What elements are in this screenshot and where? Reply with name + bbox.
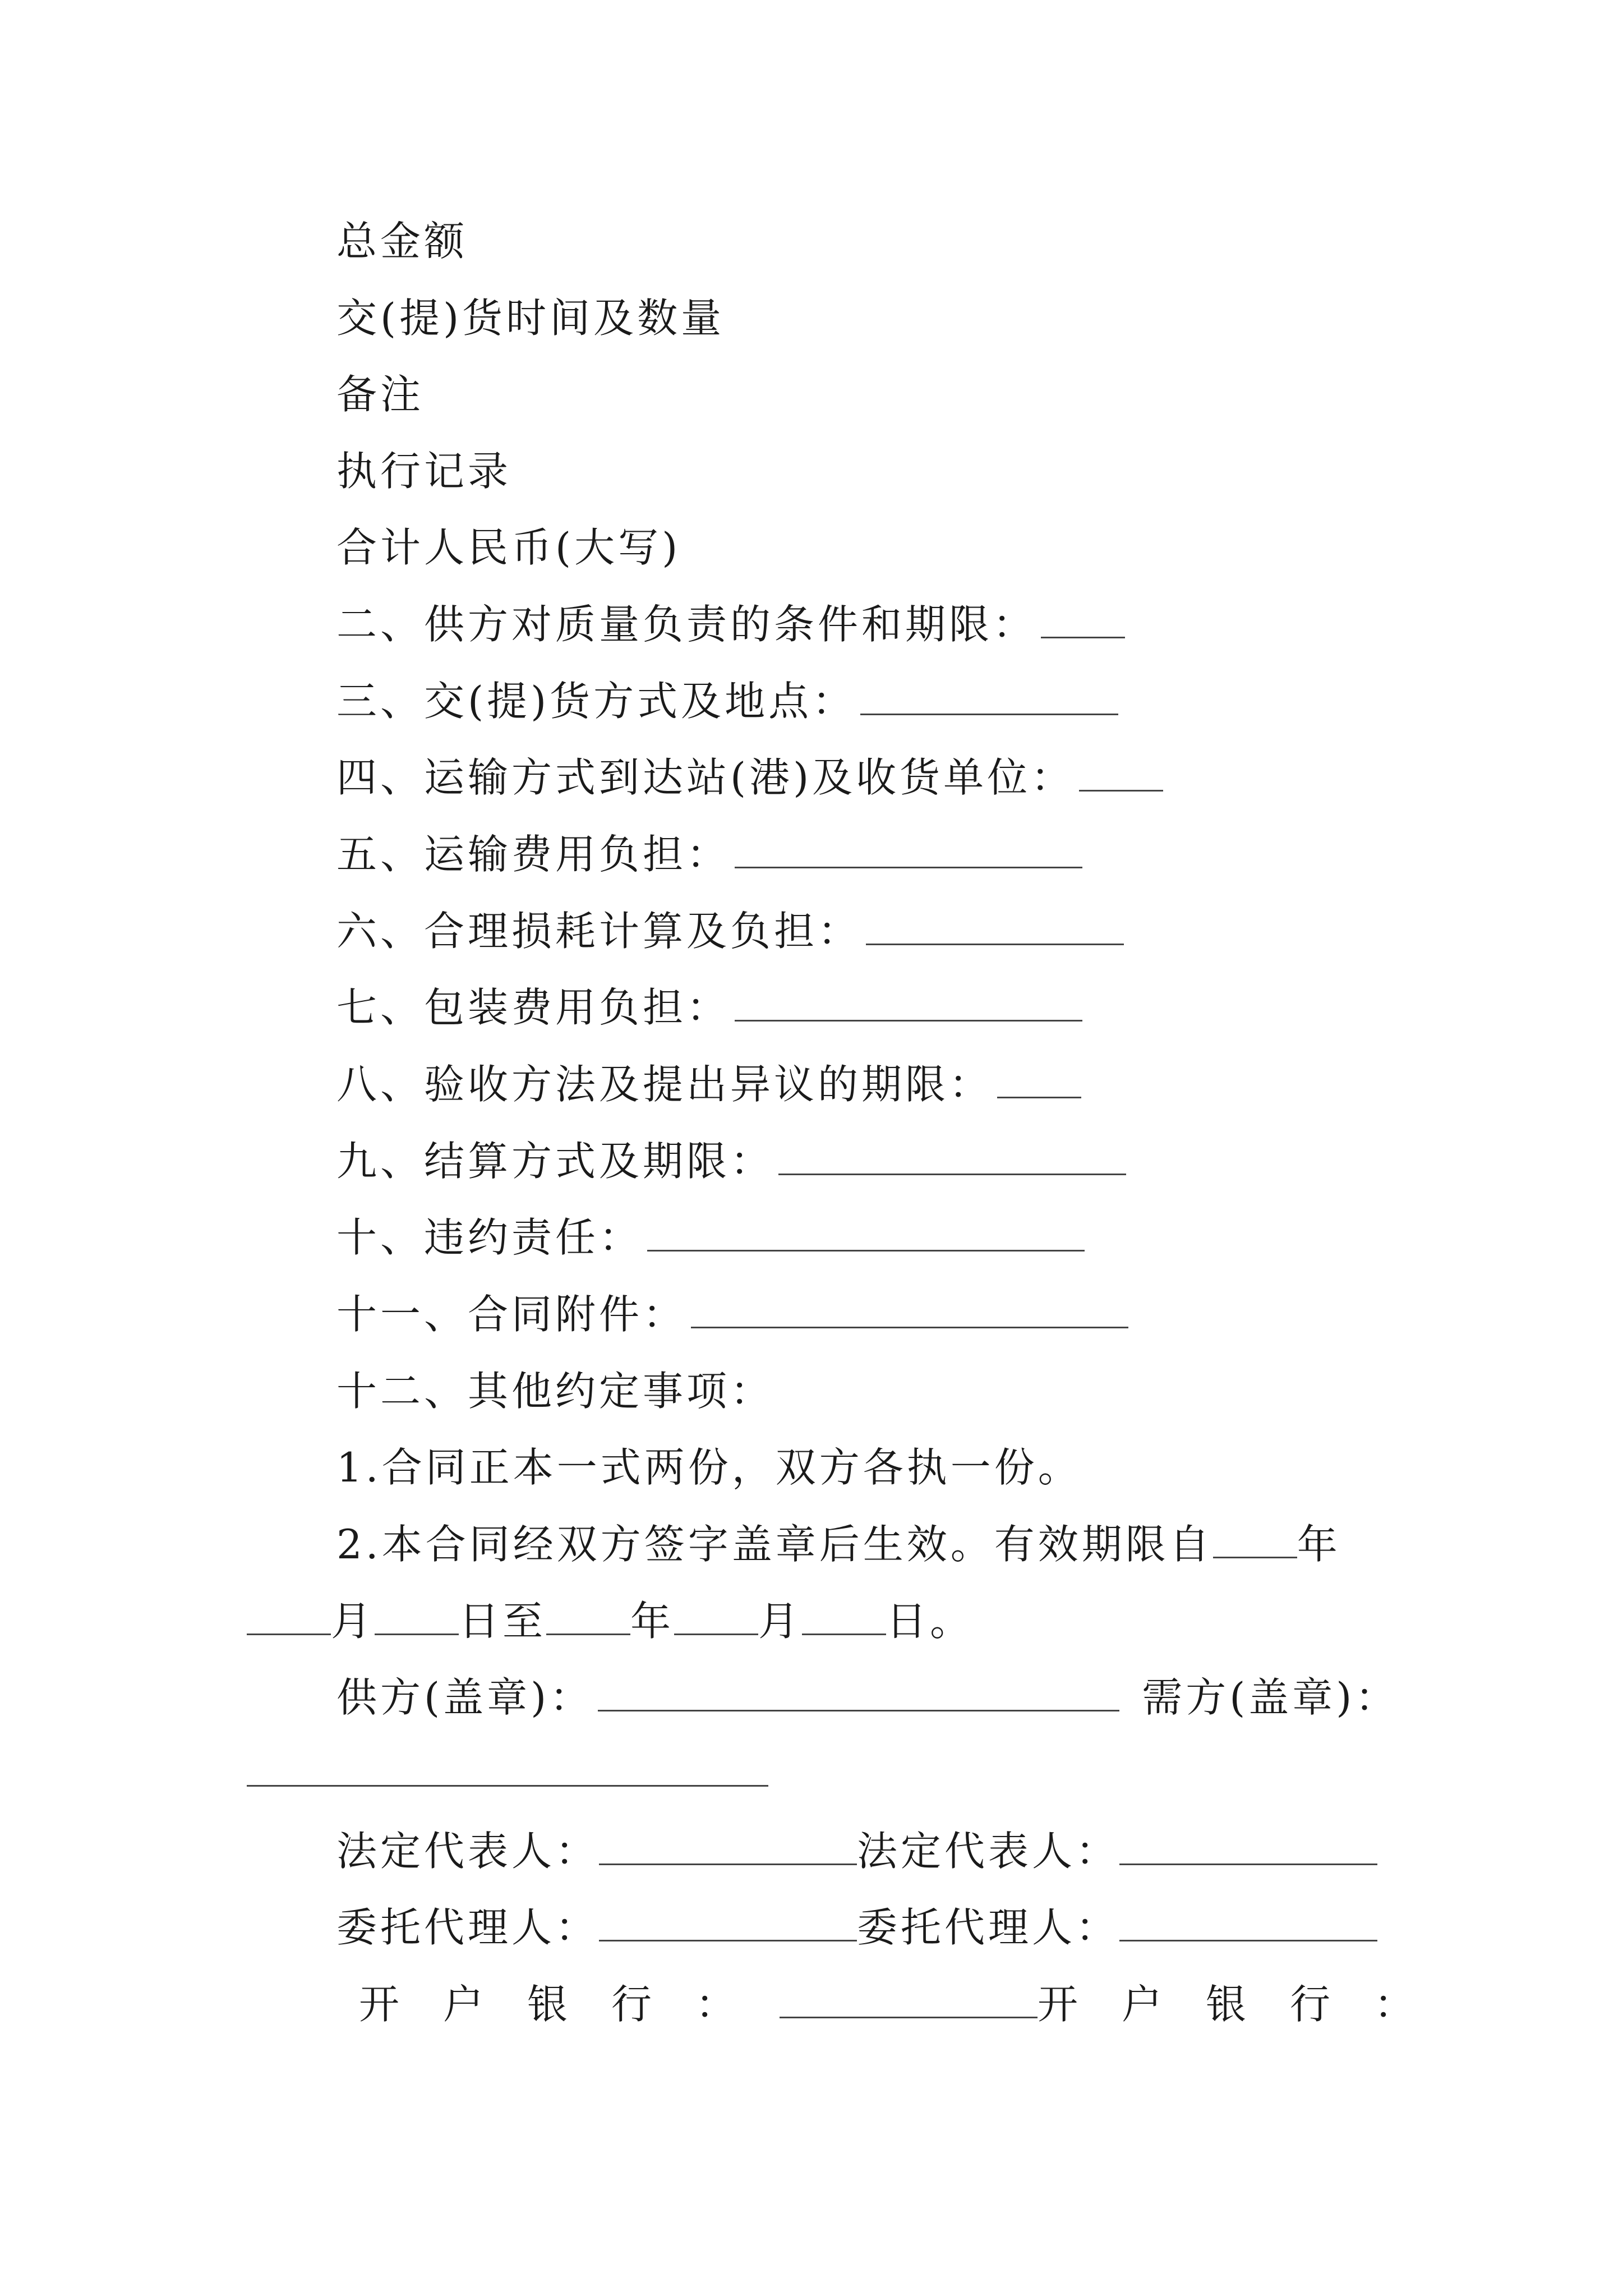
year-blank[interactable]: [546, 1602, 630, 1635]
fill-blank[interactable]: [778, 1142, 1126, 1175]
line-text: 1.合同正本一式两份，双方各执一份。: [336, 1444, 1082, 1491]
clause-label: 三、交(提)货方式及地点：: [336, 678, 856, 725]
line-text: 执行记录: [336, 448, 512, 495]
clause-9: [336, 1133, 1126, 1189]
month-blank[interactable]: [247, 1602, 331, 1635]
clause-12-item-1: [336, 1439, 1082, 1496]
day-label: 日至: [459, 1598, 547, 1645]
agent-blank[interactable]: [599, 1908, 857, 1941]
clause-label: 十一、合同附件：: [336, 1291, 687, 1338]
text-delivery-time-quantity: [336, 290, 725, 346]
clause-label: 十二、其他约定事项：: [336, 1368, 774, 1415]
agent-line: [336, 1899, 1377, 1955]
supplier-seal-label: 供方(盖章)：: [336, 1674, 594, 1721]
agent-label: 委托代理人：: [857, 1904, 1120, 1951]
fill-blank[interactable]: [997, 1065, 1081, 1098]
month-label: 月: [331, 1598, 375, 1645]
validity-dates: [247, 1593, 974, 1649]
legal-rep-blank[interactable]: [1119, 1832, 1377, 1865]
text-total-rmb: [336, 519, 681, 576]
clause-12: [336, 1363, 774, 1419]
clause-3: [336, 673, 1118, 729]
agent-label: 委托代理人：: [336, 1904, 600, 1951]
clause-label: 十、违约责任：: [336, 1214, 643, 1261]
line-text: 2.本合同经双方签字盖章后生效。有效期限自: [336, 1521, 1213, 1568]
year-blank[interactable]: [1213, 1525, 1297, 1558]
text-total-amount: [336, 213, 468, 269]
day-blank[interactable]: [802, 1602, 886, 1635]
clause-label: 四、运输方式到达站(港)及收货单位：: [336, 754, 1075, 801]
clause-label: 六、合理损耗计算及负担：: [336, 908, 862, 955]
supplier-seal-blank[interactable]: [598, 1678, 1119, 1711]
clause-11: [336, 1286, 1128, 1342]
clause-label: 九、结算方式及期限：: [336, 1138, 774, 1185]
fill-blank[interactable]: [735, 988, 1082, 1022]
legal-rep-line: [336, 1823, 1377, 1879]
fill-blank[interactable]: [691, 1295, 1128, 1328]
fill-blank[interactable]: [647, 1218, 1085, 1251]
clause-12-item-2: [336, 1516, 1341, 1572]
year-label: 年: [630, 1598, 675, 1645]
text-execution-record: [336, 443, 511, 499]
month-label: 月: [758, 1598, 803, 1645]
year-label: 年: [1297, 1521, 1341, 1568]
fill-blank[interactable]: [1079, 758, 1163, 792]
legal-rep-label: 法定代表人：: [336, 1828, 600, 1875]
bank-line: [359, 1976, 1458, 2032]
bank-blank[interactable]: [780, 1985, 1038, 2018]
clause-8: [336, 1056, 1081, 1112]
legal-rep-label: 法定代表人：: [857, 1828, 1120, 1875]
buyer-seal-label: 需方(盖章)：: [1142, 1674, 1399, 1721]
clause-10: [336, 1209, 1085, 1266]
line-text: 备注: [336, 371, 425, 418]
clause-7: [336, 979, 1082, 1036]
clause-label: 五、运输费用负担：: [336, 831, 731, 878]
buyer-seal-blank[interactable]: [247, 1785, 768, 1787]
fill-blank[interactable]: [735, 835, 1082, 868]
clause-6: [336, 903, 1124, 959]
clause-2: [336, 596, 1125, 652]
bank-label: 开户银行：: [359, 1981, 780, 2028]
day-blank[interactable]: [375, 1602, 459, 1635]
clause-5: [336, 826, 1082, 882]
clause-4: [336, 749, 1163, 806]
agent-blank[interactable]: [1119, 1908, 1377, 1941]
text-remarks: [336, 366, 424, 422]
fill-blank[interactable]: [1041, 605, 1125, 638]
bank-label: 开户银行：: [1038, 1981, 1459, 2028]
clause-label: 七、包装费用负担：: [336, 984, 731, 1031]
fill-blank[interactable]: [860, 682, 1118, 715]
line-text: 合计人民币(大写): [336, 524, 681, 571]
month-blank[interactable]: [674, 1602, 758, 1635]
legal-rep-blank[interactable]: [599, 1832, 857, 1865]
day-label: 日。: [886, 1598, 974, 1645]
fill-blank[interactable]: [866, 912, 1124, 945]
line-text: 总金额: [336, 218, 468, 265]
line-text: 交(提)货时间及数量: [336, 295, 725, 342]
clause-label: 八、验收方法及提出异议的期限：: [336, 1061, 993, 1108]
seal-line: [336, 1669, 1399, 1726]
clause-label: 二、供方对质量负责的条件和期限：: [336, 601, 1037, 648]
